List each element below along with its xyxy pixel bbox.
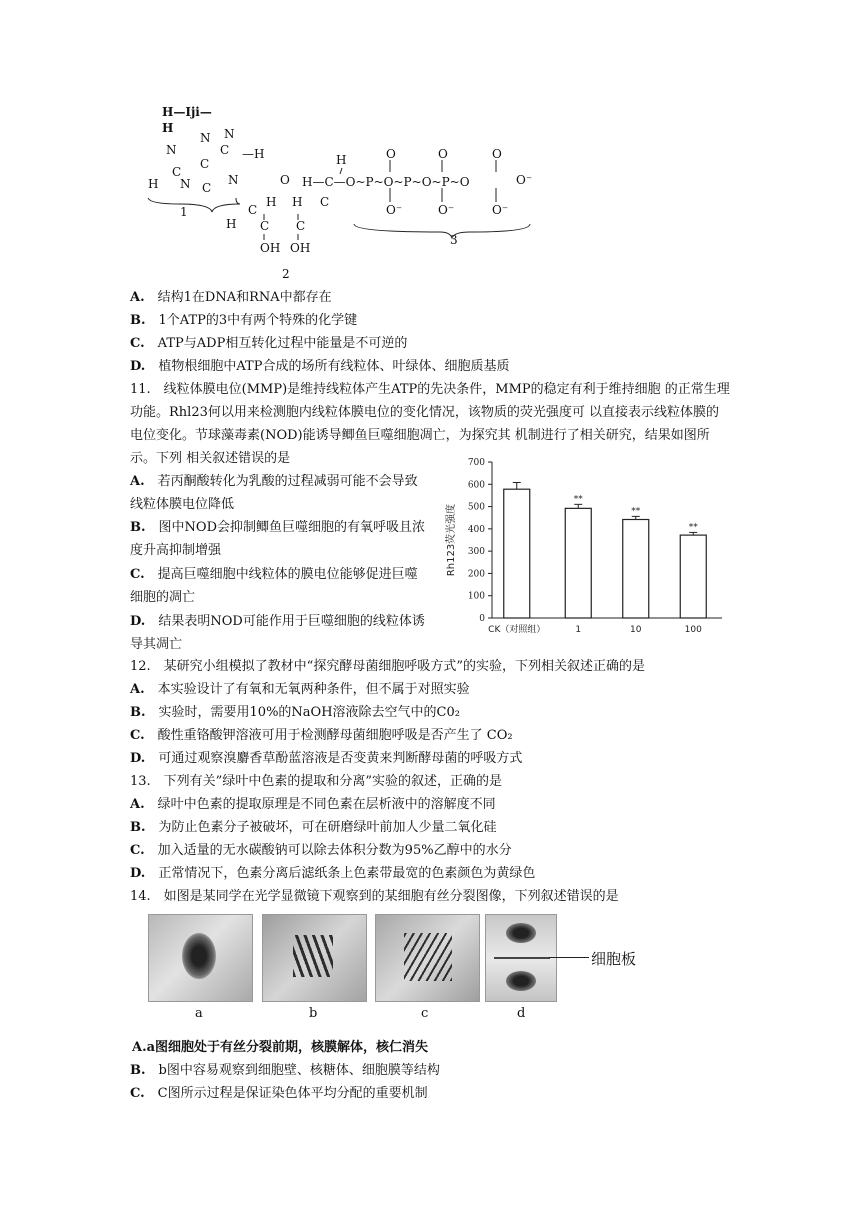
q12-option-a: A. 本实验设计了有氧和无氧两种条件，但不属于对照实验 [130,682,470,697]
y-axis-label: Rh123荧光强度 [446,503,457,577]
caption-d: d [517,1006,526,1021]
q13-option-a: A. 绿叶中色素的提取原理是不同色素在层析液中的溶解度不同 [130,797,496,812]
atp-structure-figure [140,102,540,280]
micrograph-b [262,914,367,1002]
svg-text:O: O [280,173,290,187]
y-tick-label: 0 [479,614,485,624]
atp-label-3: 3 [450,233,458,247]
q10-option-d: D. 植物根细胞中ATP合成的场所有线粒体、叶绿体、细胞质基质 [130,359,510,374]
svg-text:O: O [386,147,396,161]
micrograph-a [148,914,253,1002]
q14-option-a: A.a图细胞处于有丝分裂前期，核膜解体，核仁消失 [132,1040,429,1055]
atp-top-h: H [162,121,174,135]
y-tick-label: 400 [467,524,485,535]
atp-label-1: 1 [180,205,188,219]
y-tick-label: 700 [467,458,485,468]
svg-text:C: C [248,203,258,217]
svg-text:O⁻: O⁻ [516,173,533,187]
q14-option-c: C. C图所示过程是保证染色体平均分配的重要机制 [130,1086,428,1101]
q11-option-d: D. 结果表明NOD可能作用于巨噬细胞的线粒体诱导其凋亡 [130,614,425,652]
significance-mark-1: ** [573,494,583,505]
bar-0 [504,489,530,618]
svg-text:C: C [172,165,182,179]
svg-text:O: O [492,147,502,161]
x-tick-label-2: 10 [630,625,642,635]
q14-stem: 14. 如图是某同学在光学显微镜下观察到的某细胞有丝分裂图像，下列叙述错误的是 [130,889,619,904]
significance-mark-3: ** [688,522,698,533]
svg-text:O⁻: O⁻ [438,203,455,217]
svg-text:C: C [200,157,210,171]
q13-option-c: C. 加入适量的无水碳酸钠可以除去体积分数为95%乙醇中的水分 [130,843,512,858]
x-tick-label-0: CK（对照组） [488,625,546,635]
q10-option-c: C. ATP与ADP相互转化过程中能量是不可逆的 [130,336,408,351]
q10-option-a: A. 结构1在DNA和RNA中都存在 [130,290,332,305]
svg-text:C: C [320,195,330,209]
q13-option-d: D. 正常情况下，色素分离后滤纸条上色素带最宽的色素颜色为黄绿色 [130,866,536,881]
svg-text:N: N [180,177,191,191]
x-tick-label-3: 100 [684,625,702,635]
atp-top-label: H—Iji— [162,105,212,119]
svg-text:H: H [148,177,159,191]
atp-label-2: 2 [282,267,290,280]
svg-text:N: N [228,173,239,187]
svg-text:H: H [226,217,237,231]
rh123-bar-chart [440,454,730,639]
mitosis-micrographs [145,914,655,1024]
svg-text:N: N [166,143,177,157]
q13-option-b: B. 为防止色素分子被破坏，可在研磨绿叶前加人少量二氧化硅 [130,820,497,835]
svg-text:O: O [438,147,448,161]
caption-a: a [195,1006,203,1021]
y-tick-label: 300 [467,547,485,558]
q13-stem: 13. 下列有关”绿叶中色素的提取和分离”实验的叙述，正确的是 [130,774,502,789]
svg-text:—H: —H [242,147,265,161]
svg-text:C: C [220,143,230,157]
x-tick-label-1: 1 [575,625,582,635]
svg-text:H—C—O~P~O~P~O~P~O: H—C—O~P~O~P~O~P~O [302,175,470,189]
q11-option-b: B. 图中NOD会抑制鲫鱼巨噬细胞的有氧呼吸且浓度升高抑制增强 [130,520,425,558]
svg-text:H: H [336,153,347,167]
svg-text:C: C [296,219,306,233]
q10-option-b: B. 1个ATP的3中有两个特殊的化学键 [130,313,358,328]
svg-text:H: H [266,195,277,209]
cell-plate-label: 细胞板 [591,950,637,968]
bar-2 [623,519,649,618]
micrograph-c [375,914,480,1002]
q11-option-a: A. 若丙酮酸转化为乳酸的过程减弱可能不会导致线粒体膜电位降低 [130,474,418,512]
caption-c: c [421,1006,429,1021]
q11-stem: 11. 线粒体膜电位(MMP)是维持线粒体产生ATP的先决条件，MMP的稳定有利于维持细胞 的正常生理功能。Rhl23何以用来检测胞内线粒体膜电位的变化情况，该物质的荧光强度可 以直接表示线粒体膜的电位变化。节球藻毒素(NOD)能诱导鲫鱼巨噬细胞凋亡，为探究其 机制进行了相关研究，结果如图所示。下列 相关叙述错误的是 [130,382,730,466]
svg-text:O⁻: O⁻ [386,203,403,217]
svg-text:N: N [224,127,235,141]
bar-1 [565,508,591,618]
svg-text:H: H [292,195,303,209]
caption-b: b [309,1006,318,1021]
q12-option-d: D. 可通过观察溴麝香草酚蓝溶液是否变黄来判断酵母菌的呼吸方式 [130,751,523,766]
significance-mark-2: ** [631,506,641,517]
y-tick-label: 600 [467,480,485,491]
q14-option-b: B. b图中容易观察到细胞壁、核糖体、细胞膜等结构 [130,1063,440,1078]
bar-3 [680,535,706,618]
y-tick-label: 500 [467,502,485,513]
q12-option-b: B. 实验时，需要用10%的NaOH溶液除去空气中的C0₂ [130,705,460,720]
svg-text:OH: OH [260,241,281,255]
cell-plate-arrow [549,957,589,958]
svg-text:C: C [202,181,212,195]
micrograph-d [485,914,557,1002]
q12-option-c: C. 酸性重铬酸钾溶液可用于检测酵母菌细胞呼吸是否产生了 CO₂ [130,728,513,743]
q11-option-c: C. 提高巨噬细胞中线粒体的膜电位能够促进巨噬细胞的凋亡 [130,567,418,605]
y-tick-label: 100 [467,591,485,602]
y-tick-label: 200 [467,569,485,580]
svg-text:OH: OH [290,241,311,255]
svg-text:O⁻: O⁻ [492,203,509,217]
q12-stem: 12. 某研究小组模拟了教材中“探究酵母菌细胞呼吸方式”的实验，下列相关叙述正确的是 [130,659,645,674]
svg-text:N: N [200,131,211,145]
svg-text:C: C [260,219,270,233]
